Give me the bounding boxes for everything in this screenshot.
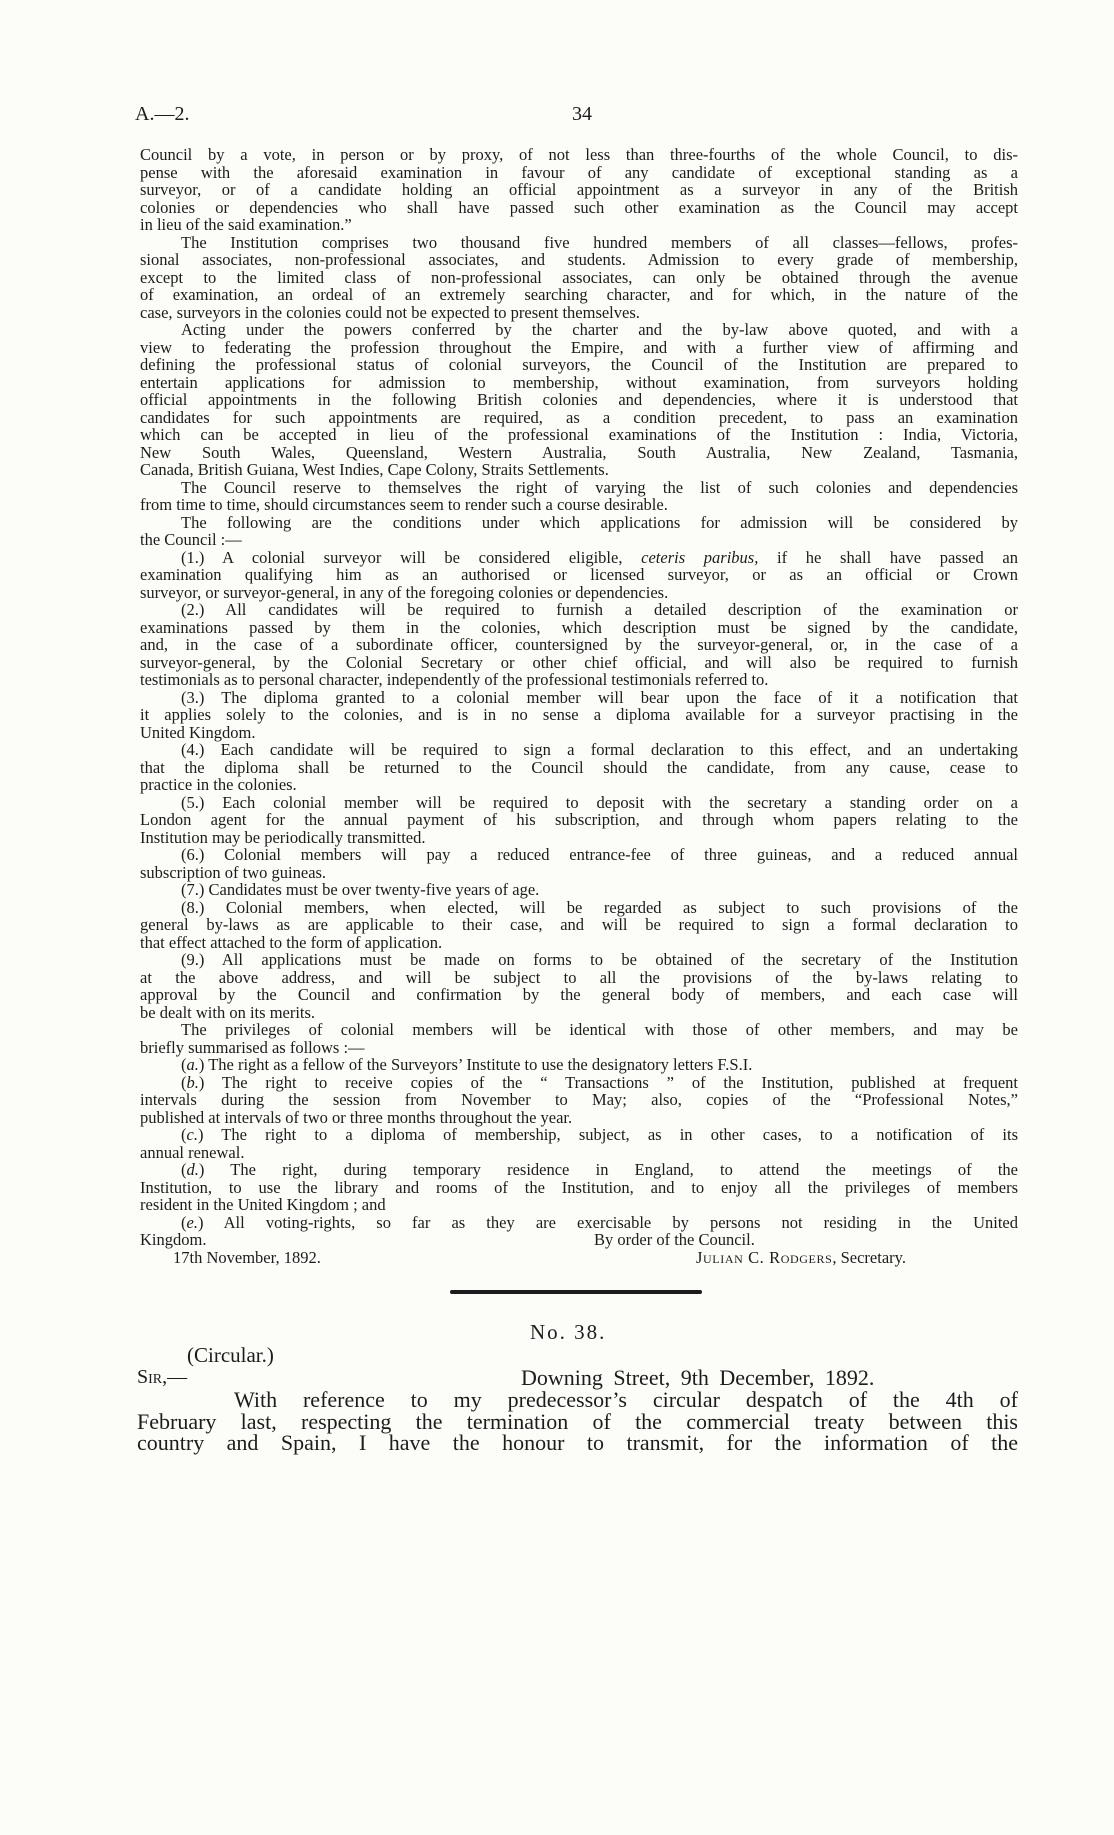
text-line: The privileges of colonial members will be identical with those of other members, and may be	[181, 1020, 1018, 1039]
paragraph	[140, 234, 1018, 322]
text-line: which can be accepted in lieu of the professional examinations of the Institution : India, Victoria,	[140, 425, 1018, 444]
salutation: Sir,—	[137, 1366, 188, 1388]
text-line: United Kingdom.	[140, 722, 256, 742]
text-line: entertain applications for admission to membership, without examination, from surveyors holding	[140, 372, 1018, 392]
text-run: ) The right to receive copies of the “ Transactions ” of the Institution, published at frequent	[198, 1072, 1018, 1092]
paragraph	[140, 1056, 1018, 1074]
paragraph	[140, 1074, 1018, 1127]
text-line: the Council :—	[140, 530, 242, 549]
paragraph	[140, 601, 1018, 689]
text-line: (8.) Colonial members, when elected, will be regarded as subject to such provisions of the	[181, 897, 1018, 917]
paragraph	[140, 951, 1018, 1021]
text-line: annual renewal.	[140, 1142, 245, 1162]
text-line: defining the professional status of colonial surveyors, the Council of the Institution are prepared to	[140, 355, 1018, 374]
text-line: (4.) Each candidate will be required to sign a formal declaration to this effect, and an undertaking	[181, 740, 1018, 759]
text-run: ) All voting-rights, so far as they are exercisable by persons not residing in the United	[197, 1212, 1018, 1232]
text-run: (1.) A colonial surveyor will be considered eligible,	[181, 547, 642, 567]
page-number: 34	[572, 103, 592, 125]
text-line: (6.) Colonial members will pay a reduced entrance-fee of three guineas, and a reduced annual	[181, 845, 1018, 864]
paragraph	[140, 794, 1018, 847]
text-line: view to federating the profession throughout the Empire, and with a further view of affirming and	[140, 337, 1018, 357]
text-line: (3.) The diploma granted to a colonial member will bear upon the face of it a notification that	[181, 687, 1018, 707]
paragraph	[140, 146, 1018, 234]
paragraph	[140, 549, 1018, 602]
text-line: The Council reserve to themselves the right of varying the list of such colonies and dependencies	[181, 477, 1018, 497]
signed-date: 17th November, 1892.	[173, 1247, 321, 1267]
notice-paragraphs	[140, 146, 1018, 1231]
paragraph	[140, 321, 1018, 479]
despatch-body	[137, 1389, 1018, 1454]
circular-label: (Circular.)	[187, 1343, 274, 1367]
text-line: published at intervals of two or three months throughout the year.	[140, 1107, 573, 1127]
text-line: Institution, to use the library and rooms of the Institution, and to enjoy all the privileges of members	[140, 1177, 1018, 1197]
text-line: surveyor, or of a candidate holding an official appointment as a surveyor in any of the British	[140, 180, 1018, 199]
text-run: ) The right to a diploma of membership, subject, as in other cases, to a notification of its	[197, 1125, 1018, 1144]
text-line	[140, 1214, 1018, 1232]
text-line: of examination, an ordeal of an extremely searching character, and for which, in the nature of the	[140, 285, 1018, 304]
italic-run: ceteris paribus,	[641, 547, 759, 567]
paragraph	[140, 846, 1018, 881]
text-line: intervals during the session from November to May; also, copies of the “Professional Notes,”	[140, 1090, 1018, 1109]
text-line: case, surveyors in the colonies could not be expected to present themselves.	[140, 302, 640, 322]
text-line: candidates for such appointments are required, as a condition precedent, to pass an examination	[140, 407, 1018, 427]
text-run: (	[181, 1160, 187, 1179]
signatory-title: , Secretary.	[832, 1247, 906, 1267]
signatory-name: Julian C. Rodgers	[696, 1247, 833, 1267]
text-run: if he shall have passed an	[758, 547, 1018, 567]
text-line: that effect attached to the form of application.	[140, 932, 443, 952]
section-rule	[450, 1290, 702, 1294]
despatch-line: February last, respecting the termination of the commercial treaty between this	[137, 1408, 1018, 1434]
text-line: Canada, British Guiana, West Indies, Cape Colony, Straits Settlements.	[140, 460, 609, 479]
text-line: practice in the colonies.	[140, 775, 297, 794]
paragraph	[140, 514, 1018, 549]
page-series-label: A.—2.	[135, 103, 190, 125]
council-notice	[140, 146, 1018, 1266]
paragraph	[140, 741, 1018, 794]
text-line: New South Wales, Queensland, Western Australia, South Australia, New Zealand, Tasmania,	[140, 442, 1018, 462]
text-line: subscription of two guineas.	[140, 862, 327, 882]
italic-run: b.	[186, 1072, 199, 1092]
text-line	[140, 1074, 1018, 1092]
text-line	[140, 1056, 1018, 1074]
closing-row-signature	[140, 1249, 1018, 1267]
signatory	[696, 1249, 906, 1267]
text-line: resident in the United Kingdom ; and	[140, 1195, 386, 1214]
text-line: examination qualifying him as an authorised or licensed surveyor, or as an official or Crown	[140, 565, 1018, 584]
text-line: testimonials as to personal character, independently of the professional testimonials referred to.	[140, 670, 769, 689]
closing-row-order	[140, 1231, 1018, 1249]
text-line: from time to time, should circumstances seem to render such a course desirable.	[140, 495, 668, 514]
text-line: Institution may be periodically transmitted.	[140, 827, 426, 847]
despatch-number: No. 38.	[530, 1320, 607, 1344]
text-run: ) The right, during temporary residence in England, to attend the meetings of the	[198, 1160, 1018, 1179]
despatch-line: country and Spain, I have the honour to transmit, for the information of the	[137, 1430, 1018, 1455]
paragraph	[140, 1214, 1018, 1232]
text-run: (	[181, 1072, 187, 1092]
text-line: except to the limited class of non-professional associates, can only be obtained through the avenue	[140, 267, 1018, 287]
text-run: (	[181, 1055, 187, 1074]
text-line	[140, 1126, 1018, 1144]
text-line: in lieu of the said examination.”	[140, 215, 352, 234]
text-line: (7.) Candidates must be over twenty-five years of age.	[181, 880, 540, 899]
text-line	[140, 549, 1018, 567]
text-line: briefly summarised as follows :—	[140, 1037, 365, 1057]
despatch-line: With reference to my predecessor’s circular despatch of the 4th of	[234, 1387, 1018, 1412]
paragraph	[140, 1126, 1018, 1161]
text-line: pense with the aforesaid examination in favour of any candidate of exceptional standing as a	[140, 162, 1018, 182]
text-line	[140, 1161, 1018, 1179]
text-line: The following are the conditions under which applications for admission will be considered by	[181, 512, 1018, 532]
text-line: (9.) All applications must be made on forms to be obtained of the secretary of the Institution	[181, 950, 1018, 969]
text-line: (5.) Each colonial member will be required to deposit with the secretary a standing order on a	[181, 792, 1018, 812]
text-line: Council by a vote, in person or by proxy, of not less than three-fourths of the whole Council, to dis-	[140, 145, 1018, 164]
text-line: official appointments in the following British colonies and dependencies, where it is understood that	[140, 390, 1018, 409]
despatch-place-date: Downing Street, 9th December, 1892.	[521, 1365, 875, 1390]
text-line: and, in the case of a subordinate officer, countersigned by the surveyor-general, or, in the case of a	[140, 635, 1018, 654]
text-line: The Institution comprises two thousand five hundred members of all classes—fellows, profes-	[181, 232, 1018, 252]
paragraph	[140, 1021, 1018, 1056]
text-line: Acting under the powers conferred by the charter and the by-law above quoted, and with a	[181, 320, 1018, 339]
paragraph	[140, 1161, 1018, 1214]
text-line: (2.) All candidates will be required to furnish a detailed description of the examination or	[181, 600, 1018, 619]
by-order-line: By order of the Council.	[594, 1230, 755, 1249]
text-run: (	[181, 1212, 187, 1232]
italic-run: c.	[186, 1125, 198, 1144]
paragraph	[140, 689, 1018, 742]
text-line: colonies or dependencies who shall have passed such other examination as the Council may accept	[140, 197, 1018, 217]
text-run: (	[181, 1125, 187, 1144]
text-line: examinations passed by them in the colonies, which description must be signed by the candidate,	[140, 617, 1018, 637]
italic-run: d.	[186, 1160, 199, 1179]
paragraph	[140, 881, 1018, 899]
text-line: surveyor-general, by the Colonial Secretary or other chief official, and will also be required to furnish	[140, 652, 1018, 672]
italic-run: e.	[186, 1212, 198, 1232]
paragraph	[140, 479, 1018, 514]
text-line: surveyor, or surveyor-general, in any of the foregoing colonies or dependencies.	[140, 582, 669, 602]
text-line: that the diploma shall be returned to the Council should the candidate, from any cause, cease to	[140, 757, 1018, 777]
text-line: at the above address, and will be subject to all the provisions of the by-laws relating to	[140, 967, 1018, 987]
text-line: sional associates, non-professional associates, and students. Admission to every grade of membership,	[140, 250, 1018, 269]
text-line: be dealt with on its merits.	[140, 1002, 316, 1022]
italic-run: a.	[186, 1055, 199, 1074]
text-line: London agent for the annual payment of his subscription, and through whom papers relating to the	[140, 810, 1018, 829]
paragraph	[140, 899, 1018, 952]
text-line: approval by the Council and confirmation by the general body of members, and each case will	[140, 985, 1018, 1004]
text-line: it applies solely to the colonies, and is in no sense a diploma available for a surveyor practising in the	[140, 705, 1018, 724]
text-line: general by-laws as are applicable to their case, and will be required to sign a formal declaration to	[140, 915, 1018, 934]
text-run: ) The right as a fellow of the Surveyors’ Institute to use the designatory letters F.S.I.	[198, 1055, 753, 1074]
closing-kingdom: Kingdom.	[140, 1230, 207, 1249]
